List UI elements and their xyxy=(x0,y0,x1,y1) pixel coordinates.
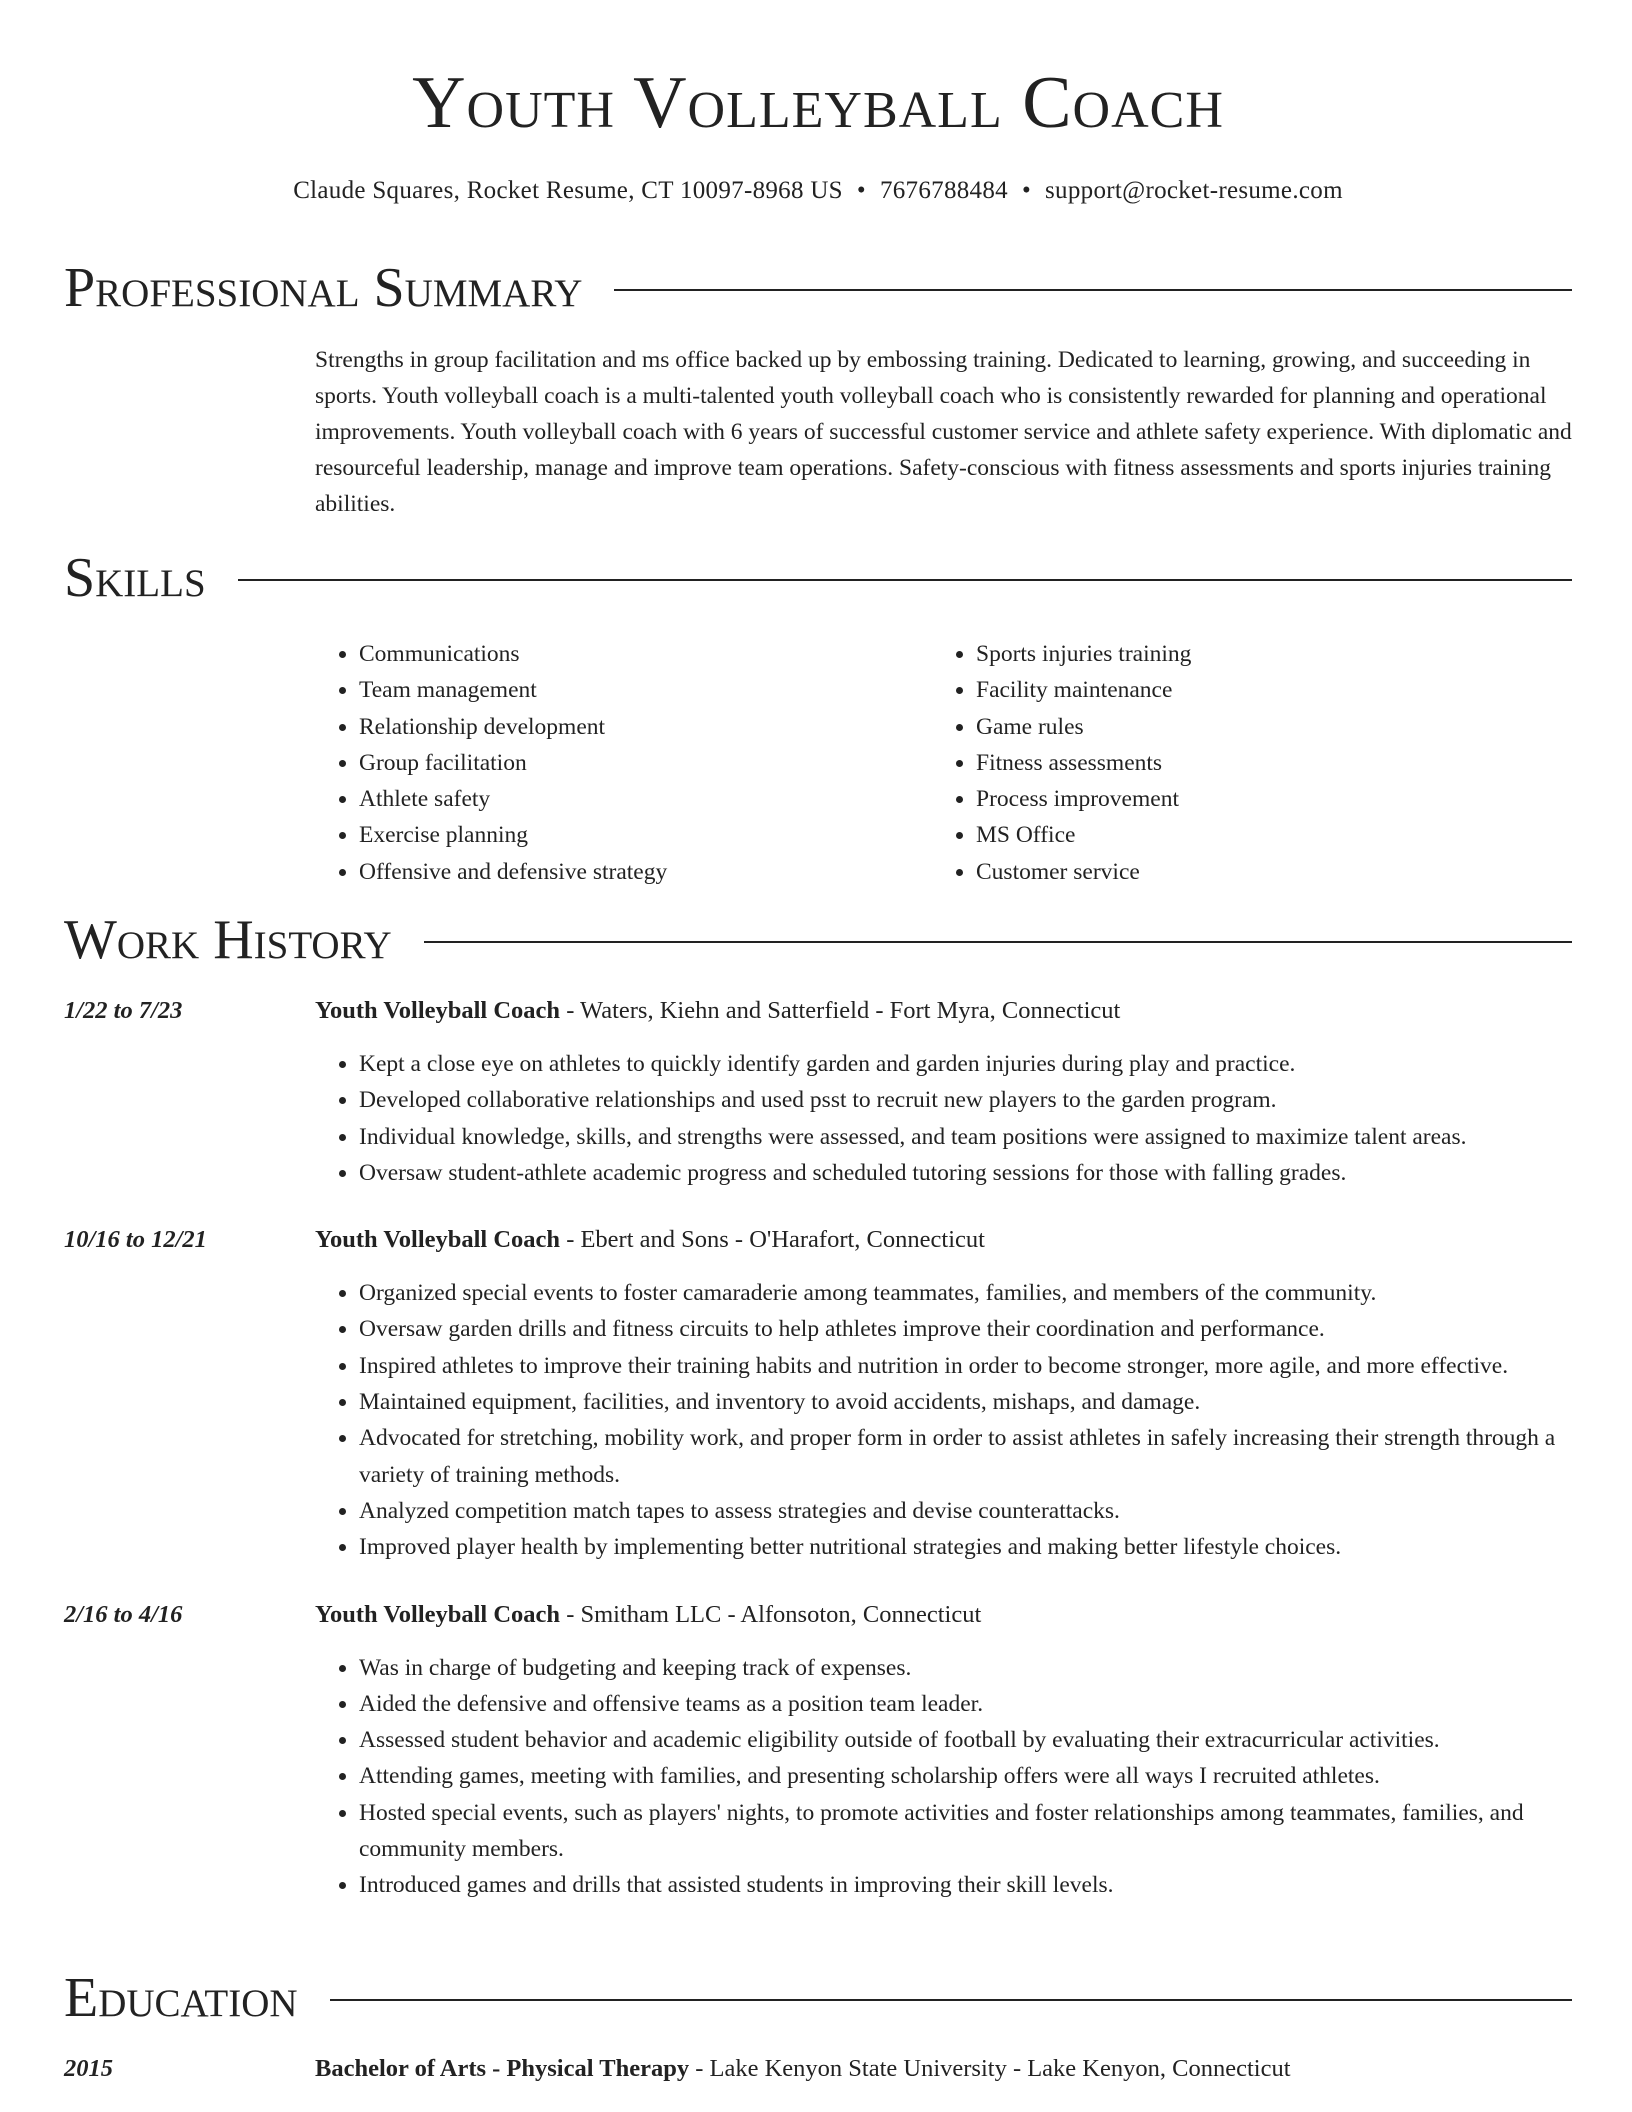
skills-section xyxy=(64,546,1572,890)
job-body xyxy=(315,994,1572,1191)
job-entry xyxy=(64,1223,1572,1565)
job-bullet: • Individual knowledge, skills, and strengths were assessed, and team positions were assigned to maximize talent areas. xyxy=(359,1119,1572,1155)
skill-item: • Offensive and defensive strategy xyxy=(359,854,932,890)
job-title: Youth Volleyball Coach xyxy=(315,1600,561,1628)
section-divider xyxy=(424,941,1572,943)
job-bullet: • Attending games, meeting with families, and presenting scholarship offers were all ways I recruited athletes. xyxy=(359,1758,1572,1794)
section-divider xyxy=(330,1999,1572,2001)
job-bullets xyxy=(315,1650,1572,1904)
job-title-line xyxy=(315,1598,1572,1632)
job-bullet: • Advocated for stretching, mobility work, and proper form in order to assist athletes in safely increasing their strength through a variety of training methods. xyxy=(359,1420,1572,1493)
skill-item: • Facility maintenance xyxy=(976,672,1191,708)
education-line xyxy=(315,2052,1572,2086)
skill-item: • Customer service xyxy=(976,854,1191,890)
job-employer: - Smitham LLC - Alfonsoton, Connecticut xyxy=(560,1600,982,1628)
contact-separator: • xyxy=(1021,177,1032,204)
job-title-line xyxy=(315,994,1572,1028)
summary-section xyxy=(64,256,1572,522)
skill-item: • MS Office xyxy=(976,817,1191,853)
education-header xyxy=(64,1966,1572,2030)
work-history-section xyxy=(64,908,1572,1904)
skill-item: • Sports injuries training xyxy=(976,636,1191,672)
job-title: Youth Volleyball Coach xyxy=(315,1226,561,1254)
job-entry xyxy=(64,994,1572,1191)
skill-item: • Team management xyxy=(359,672,932,708)
job-dates: 10/16 to 12/21 xyxy=(64,1226,207,1254)
job-bullet: • Oversaw garden drills and fitness circuits to help athletes improve their coordination and performance. xyxy=(359,1311,1572,1347)
job-bullet: • Hosted special events, such as players' nights, to promote activities and foster relationships among teammates, families, and community members. xyxy=(359,1795,1572,1868)
contact-separator: • xyxy=(856,177,866,204)
job-bullet: • Developed collaborative relationships and used psst to recruit new players to the garden program. xyxy=(359,1082,1572,1118)
skill-item: • Communications xyxy=(359,636,932,672)
skills-column-right xyxy=(932,636,1191,890)
work-history-header xyxy=(64,908,1572,972)
contact-address: Claude Squares, Rocket Resume, CT 10097-8968 US xyxy=(293,177,843,204)
work-history-heading: Work History xyxy=(64,909,392,971)
job-dates: 1/22 to 7/23 xyxy=(64,997,183,1024)
skill-item: • Group facilitation xyxy=(359,745,932,781)
job-bullet: • Was in charge of budgeting and keeping track of expenses. xyxy=(359,1650,1572,1686)
job-entry xyxy=(64,1598,1572,1904)
contact-line xyxy=(64,174,1572,208)
summary-heading: Professional Summary xyxy=(64,257,583,319)
job-bullet: • Aided the defensive and offensive teams as a position team leader. xyxy=(359,1686,1572,1722)
summary-header xyxy=(64,256,1572,320)
education-heading: Education xyxy=(64,1967,298,2029)
job-employer: - Waters, Kiehn and Satterfield - Fort Myra, Connecticut xyxy=(560,997,1121,1024)
summary-text: Strengths in group facilitation and ms office backed up by embossing training. Dedicated to learning, growing, and succeeding in sports. Youth volleyball coach is a multi-talented youth volleyball coach who is consistently rewarded for planning and operational improvements. Youth volleyball coach with 6 years of successful customer service and athlete safety experience. With diplomatic and resourceful leadership, manage and improve team operations. Safety-conscious with fitness assessments and sports injuries training abilities. xyxy=(315,347,1572,517)
job-bullet: • Introduced games and drills that assisted students in improving their skill levels. xyxy=(359,1867,1572,1903)
skill-item: • Exercise planning xyxy=(359,817,932,853)
job-bullet: • Kept a close eye on athletes to quickly identify garden and garden injuries during play and practice. xyxy=(359,1046,1572,1082)
job-title-line xyxy=(315,1223,1572,1257)
job-body xyxy=(315,1223,1572,1565)
job-bullets xyxy=(315,1275,1572,1565)
job-bullet: • Organized special events to foster camaraderie among teammates, families, and members of the community. xyxy=(359,1275,1572,1311)
education-degree: Bachelor of Arts - Physical Therapy xyxy=(315,2055,690,2082)
education-entry xyxy=(64,2052,1572,2086)
skill-item: • Athlete safety xyxy=(359,781,932,817)
job-bullet: • Oversaw student-athlete academic progress and scheduled tutoring sessions for those with falling grades. xyxy=(359,1155,1572,1191)
section-divider xyxy=(614,289,1572,291)
skill-item: • Fitness assessments xyxy=(976,745,1191,781)
education-body xyxy=(315,2052,1572,2086)
education-school: - Lake Kenyon State University - Lake Kenyon, Connecticut xyxy=(689,2055,1291,2082)
education-section xyxy=(64,1966,1572,2086)
contact-email: support@rocket-resume.com xyxy=(1045,177,1343,204)
skills-column-left xyxy=(315,636,932,890)
job-dates: 2/16 to 4/16 xyxy=(64,1600,183,1628)
resume-page xyxy=(64,0,1572,2082)
resume-title: Youth Volleyball Coach xyxy=(412,62,1224,144)
job-bullet: • Maintained equipment, facilities, and inventory to avoid accidents, mishaps, and damage. xyxy=(359,1384,1572,1420)
section-divider xyxy=(238,579,1572,581)
skills-heading: Skills xyxy=(64,547,206,609)
skills-header xyxy=(64,546,1572,610)
job-title: Youth Volleyball Coach xyxy=(315,997,561,1024)
job-bullet: • Assessed student behavior and academic eligibility outside of football by evaluating their extracurricular activities. xyxy=(359,1722,1572,1758)
education-year: 2015 xyxy=(64,2055,113,2082)
job-employer: - Ebert and Sons - O'Harafort, Connecticut xyxy=(560,1226,985,1254)
skill-item: • Relationship development xyxy=(359,709,932,745)
skill-item: • Game rules xyxy=(976,709,1191,745)
job-body xyxy=(315,1598,1572,1904)
skills-list xyxy=(315,636,1572,890)
job-bullets xyxy=(315,1046,1572,1191)
contact-phone: 7676788484 xyxy=(879,177,1008,204)
job-bullet: • Inspired athletes to improve their training habits and nutrition in order to become stronger, more agile, and more effective. xyxy=(359,1348,1572,1384)
skill-item: • Process improvement xyxy=(976,781,1191,817)
job-bullet: • Improved player health by implementing better nutritional strategies and making better lifestyle choices. xyxy=(359,1529,1572,1565)
job-bullet: • Analyzed competition match tapes to assess strategies and devise counterattacks. xyxy=(359,1493,1572,1529)
